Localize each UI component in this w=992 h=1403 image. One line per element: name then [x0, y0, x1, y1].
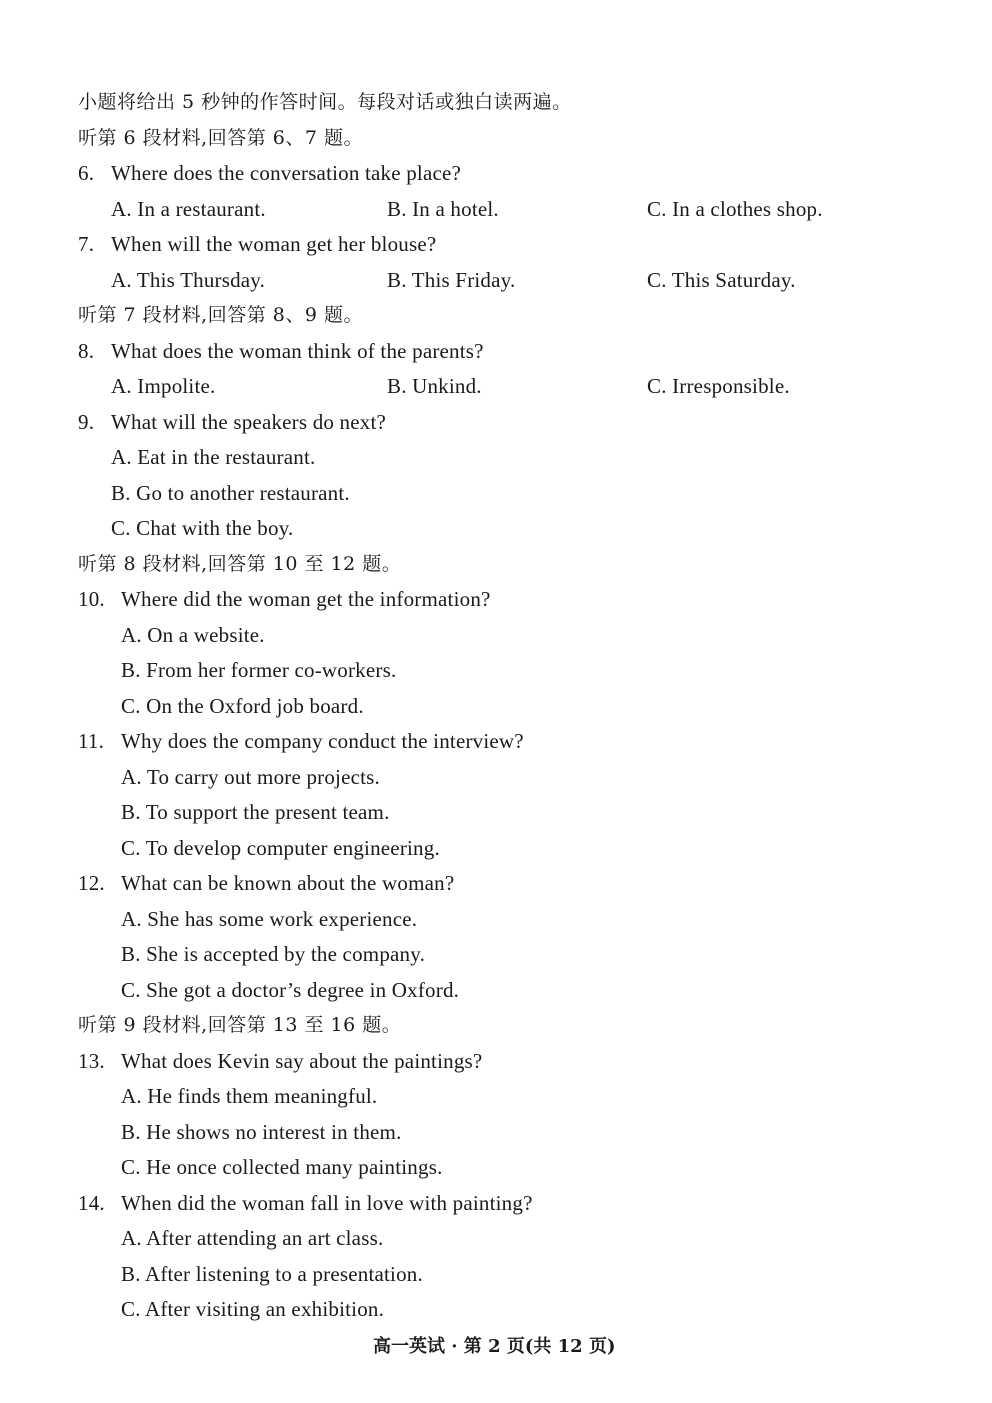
- option-b: B. From her former co-workers.: [121, 658, 397, 682]
- question-number: 6.: [78, 161, 95, 185]
- option-c: C. On the Oxford job board.: [121, 693, 364, 718]
- option-b: B. This Friday.: [387, 267, 516, 292]
- question-6: [78, 156, 938, 192]
- option-c: C. Irresponsible.: [647, 374, 790, 398]
- question-7: [78, 227, 938, 263]
- section-heading: 听第 9 段材料,回答第 13 至 16 题。: [78, 1014, 402, 1036]
- question-text: Why does the company conduct the interview?: [121, 729, 524, 753]
- question-11: [78, 724, 938, 760]
- question-text: Where did the woman get the information?: [121, 587, 491, 611]
- question-text: When did the woman fall in love with painting?: [121, 1190, 533, 1215]
- question-text: What does Kevin say about the paintings?: [121, 1048, 483, 1073]
- section-heading: 听第 7 段材料,回答第 8、9 题。: [78, 304, 363, 326]
- question-number: 12.: [78, 871, 105, 895]
- page-footer: 高一英试 · 第 2 页(共 12 页): [373, 1336, 616, 1357]
- page-content: [78, 85, 938, 1328]
- question-8: [78, 334, 938, 370]
- option-b: B. Go to another restaurant.: [111, 480, 350, 505]
- option-a: A. To carry out more projects.: [121, 764, 380, 789]
- option-a: A. She has some work experience.: [121, 906, 418, 931]
- option-b: B. In a hotel.: [387, 196, 499, 221]
- question-number: 9.: [78, 409, 95, 434]
- option-c: C. She got a doctor’s degree in Oxford.: [121, 977, 460, 1002]
- section-heading: 听第 6 段材料,回答第 6、7 题。: [78, 126, 363, 149]
- option-a: A. Impolite.: [111, 374, 216, 398]
- question-number: 8.: [78, 338, 95, 363]
- option-a: A. Eat in the restaurant.: [111, 445, 316, 469]
- question-text: What does the woman think of the parents?: [111, 338, 484, 363]
- option-a: A. In a restaurant.: [111, 196, 266, 221]
- option-c: C. In a clothes shop.: [647, 196, 823, 221]
- question-number: 13.: [78, 1048, 105, 1073]
- question-text: Where does the conversation take place?: [111, 161, 462, 185]
- option-c: C. This Saturday.: [647, 267, 796, 292]
- option-b: B. After listening to a presentation.: [121, 1261, 423, 1286]
- option-b: B. She is accepted by the company.: [121, 942, 426, 966]
- option-c: C. After visiting an exhibition.: [121, 1297, 385, 1321]
- option-c: C. To develop computer engineering.: [121, 835, 440, 860]
- question-9: [78, 405, 938, 441]
- option-a: A. This Thursday.: [111, 267, 266, 292]
- question-number: 11.: [78, 729, 105, 753]
- option-a: A. After attending an art class.: [121, 1226, 384, 1250]
- options-row: [78, 263, 938, 299]
- question-14: [78, 1186, 938, 1222]
- question-number: 7.: [78, 232, 95, 256]
- question-text: When will the woman get her blouse?: [111, 232, 437, 256]
- question-text: What can be known about the woman?: [121, 871, 455, 895]
- option-b: B. To support the present team.: [121, 800, 390, 824]
- option-a: A. He finds them meaningful.: [121, 1084, 378, 1108]
- question-number: 10.: [78, 587, 105, 611]
- option-b: B. He shows no interest in them.: [121, 1119, 402, 1144]
- question-text: What will the speakers do next?: [111, 409, 387, 434]
- instruction-line: 小题将给出 5 秒钟的作答时间。每段对话或独白读两遍。: [78, 91, 572, 113]
- option-a: A. On a website.: [121, 622, 265, 647]
- section-heading: 听第 8 段材料,回答第 10 至 12 题。: [78, 552, 402, 575]
- question-10: [78, 582, 938, 618]
- options-row: [78, 192, 938, 228]
- option-c: C. He once collected many paintings.: [121, 1155, 443, 1179]
- question-number: 14.: [78, 1190, 105, 1215]
- options-row: [78, 369, 938, 405]
- question-12: [78, 866, 938, 902]
- option-b: B. Unkind.: [387, 374, 482, 398]
- question-13: [78, 1044, 938, 1080]
- option-c: C. Chat with the boy.: [111, 516, 294, 540]
